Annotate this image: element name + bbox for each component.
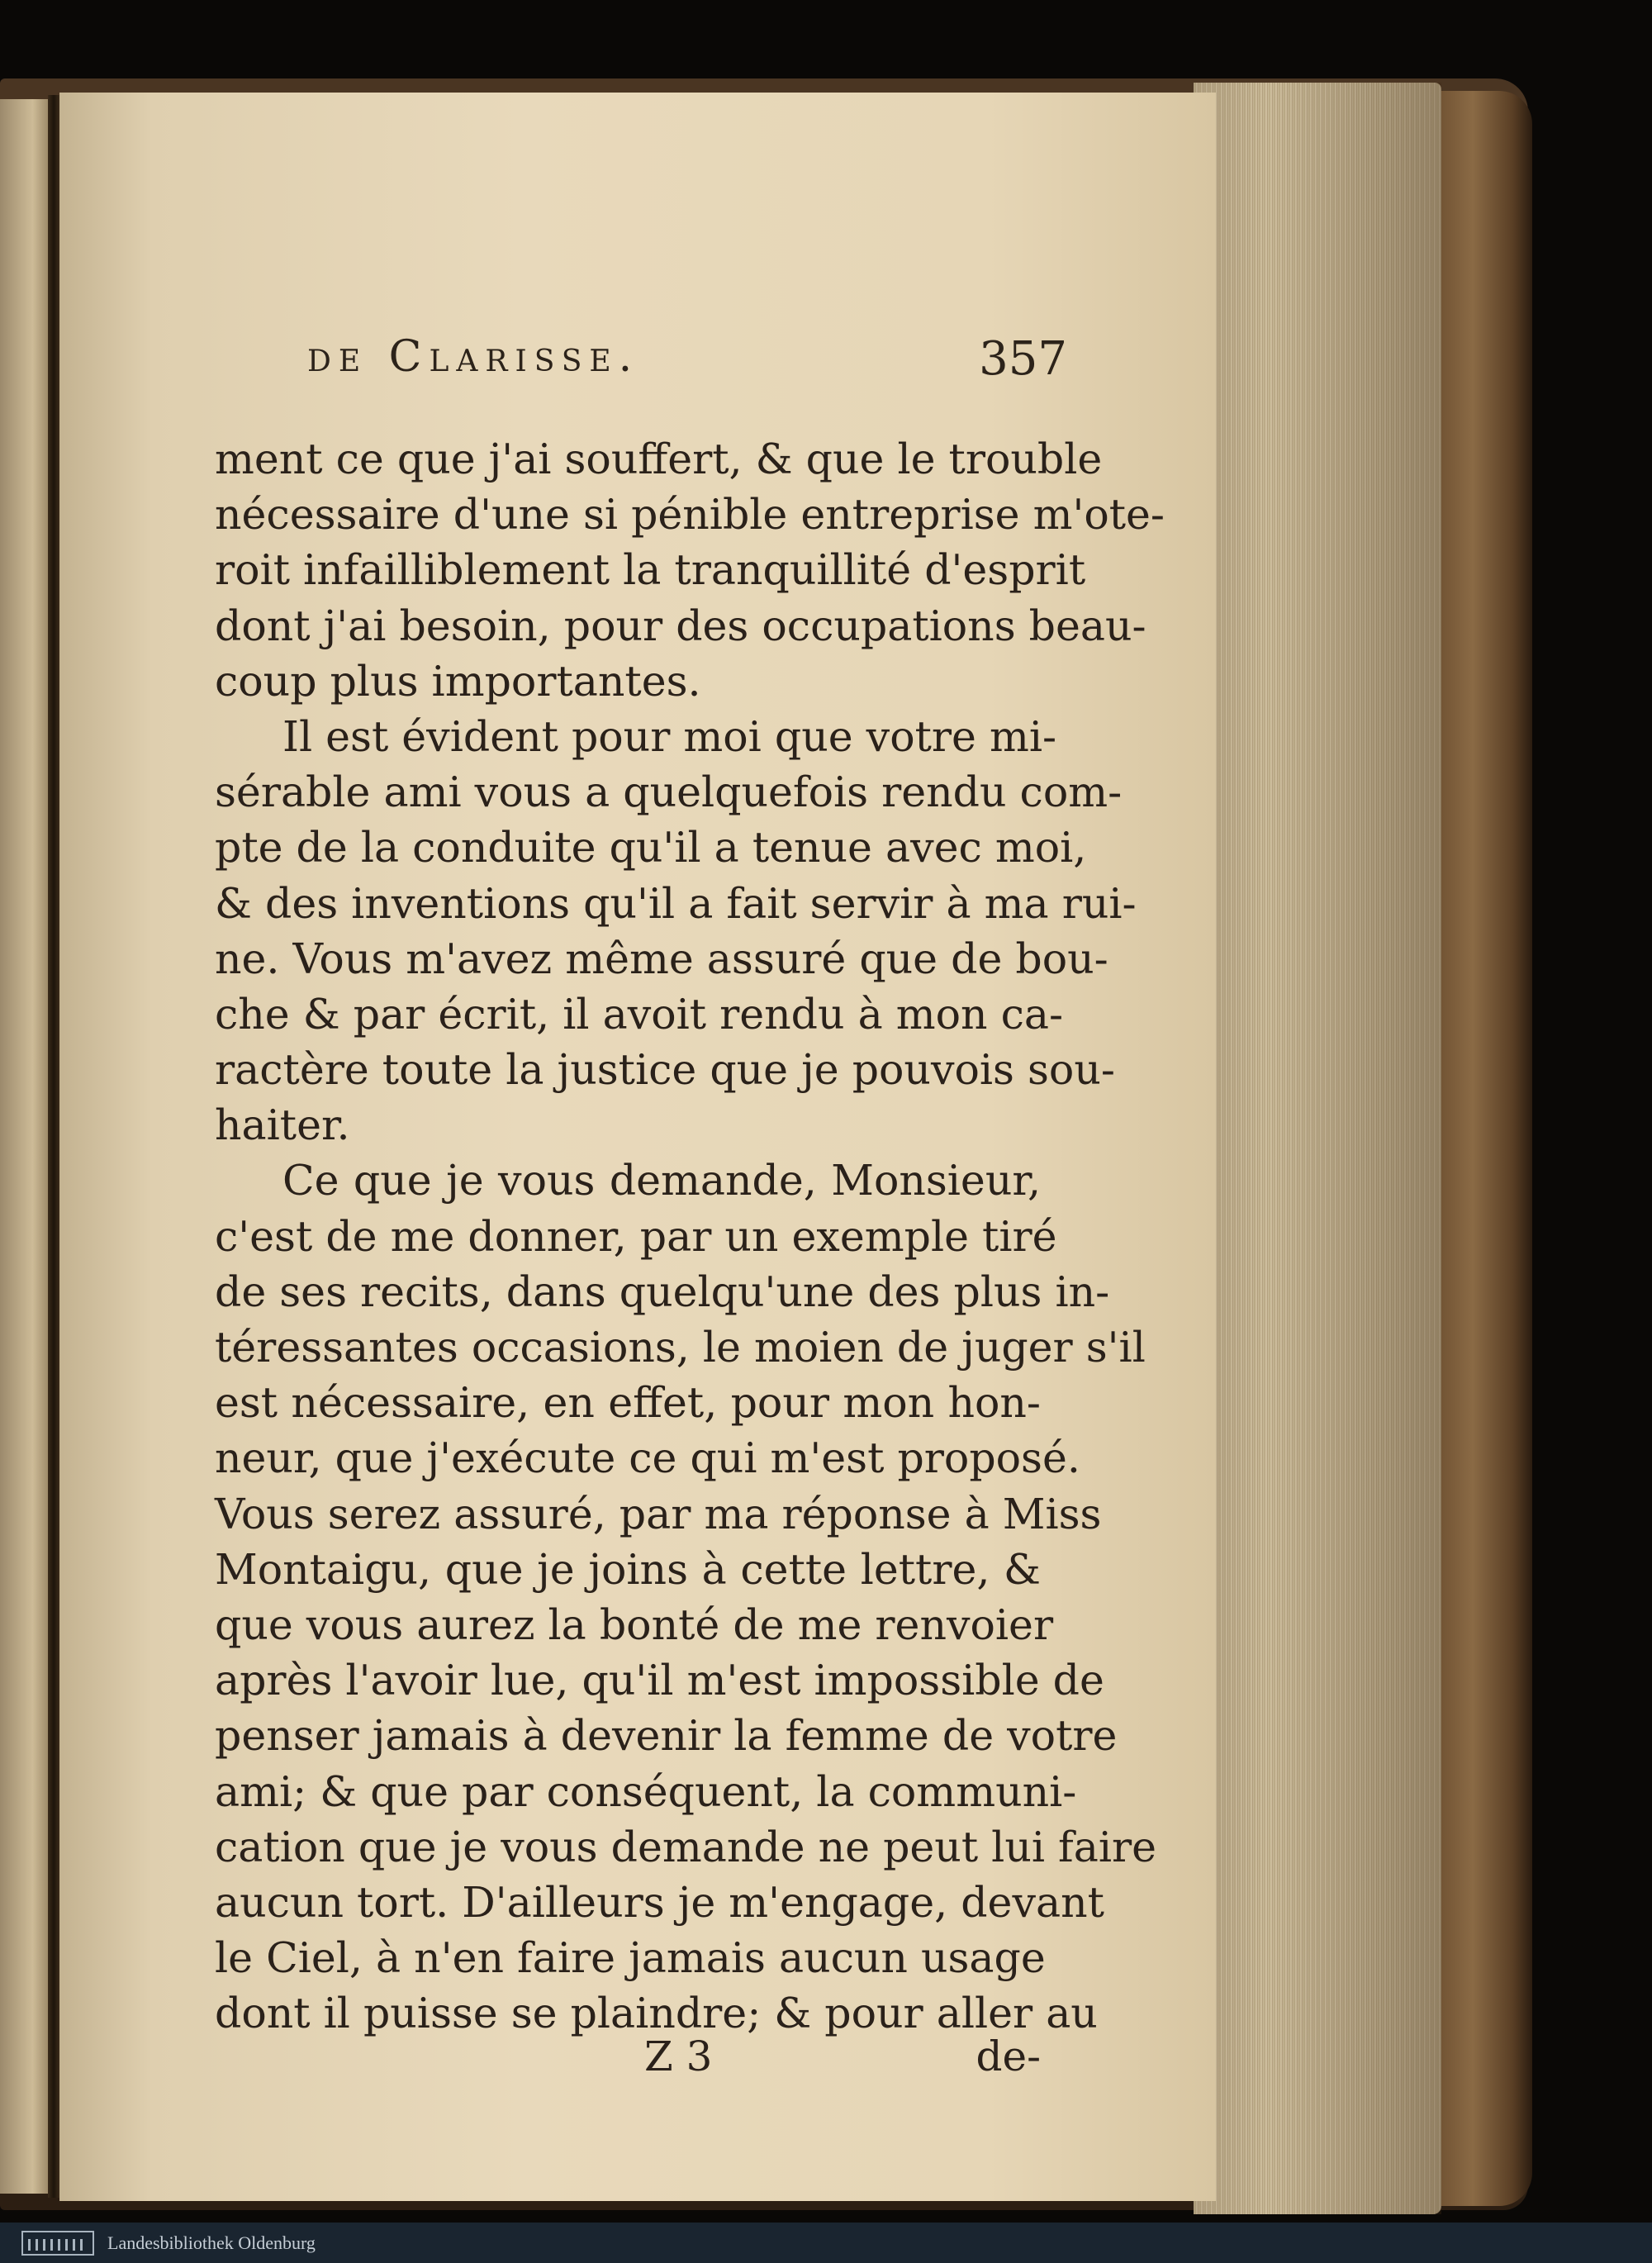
running-head: de Clarisse. <box>307 332 640 382</box>
text-line: dont il puisse se plaindre; & pour aller au <box>215 1989 1098 2038</box>
book-page <box>59 93 1216 2201</box>
page-header <box>307 332 1067 390</box>
text-line: Vous serez assuré, par ma réponse à Miss <box>215 1489 1102 1538</box>
page-number: 357 <box>979 332 1067 386</box>
signature-mark: Z 3 <box>644 2032 713 2080</box>
catchword: de- <box>976 2032 1041 2080</box>
page-block-edge <box>1194 83 1441 2214</box>
text-line: & des inventions qu'il a fait servir à ma rui- <box>215 878 1137 928</box>
text-line: téressantes occasions, le moien de juger s'il <box>215 1323 1146 1372</box>
book-gutter <box>48 95 59 2198</box>
library-name: Landesbibliothek Oldenburg <box>107 2232 316 2253</box>
text-line: c'est de me donner, par un exemple tiré <box>215 1211 1057 1261</box>
text-line: coup plus importantes. <box>215 656 701 706</box>
text-line: neur, que j'exécute ce qui m'est proposé. <box>215 1433 1080 1483</box>
text-line: que vous aurez la bonté de me renvoier <box>215 1600 1054 1649</box>
text-line: penser jamais à devenir la femme de votre <box>215 1711 1118 1761</box>
library-footer-bar <box>0 2223 1652 2263</box>
text-line: de ses recits, dans quelqu'une des plus in- <box>215 1267 1110 1316</box>
text-line: pte de la conduite qu'il a tenue avec moi, <box>215 823 1087 872</box>
text-line: Montaigu, que je joins à cette lettre, & <box>215 1544 1041 1594</box>
text-line: est nécessaire, en effet, pour mon hon- <box>215 1378 1041 1428</box>
text-line: cation que je vous demande ne peut lui faire <box>215 1822 1157 1871</box>
text-line: Ce que je vous demande, Monsieur, <box>282 1156 1041 1205</box>
text-line: ment ce que j'ai souffert, & que le trouble <box>215 435 1103 483</box>
text-line: sérable ami vous a quelquefois rendu com- <box>215 768 1123 817</box>
text-line: ne. Vous m'avez même assuré que de bou- <box>215 934 1108 983</box>
text-line: le Ciel, à n'en faire jamais aucun usage <box>215 1933 1046 1983</box>
text-line: nécessaire d'une si pénible entreprise m'ote- <box>215 490 1165 540</box>
page-footer <box>215 2032 1041 2090</box>
text-line: che & par écrit, il avoit rendu à mon ca- <box>215 989 1064 1039</box>
text-line: ami; & que par conséquent, la communi- <box>215 1766 1077 1816</box>
text-line: après l'avoir lue, qu'il m'est impossible de <box>215 1656 1104 1705</box>
body-text <box>215 431 1165 2041</box>
library-building-icon <box>21 2231 94 2256</box>
text-line: ractère toute la justice que je pouvois sou- <box>215 1045 1115 1095</box>
text-line: roit infailliblement la tranquillité d'esprit <box>215 545 1086 595</box>
text-line: dont j'ai besoin, pour des occupations beau- <box>215 601 1146 650</box>
text-line: Il est évident pour moi que votre mi- <box>282 711 1057 761</box>
book-binding-edge <box>1433 91 1532 2206</box>
previous-page-edge <box>0 99 55 2194</box>
text-line: haiter. <box>215 1101 350 1150</box>
text-line: aucun tort. D'ailleurs je m'engage, devant <box>215 1877 1104 1927</box>
